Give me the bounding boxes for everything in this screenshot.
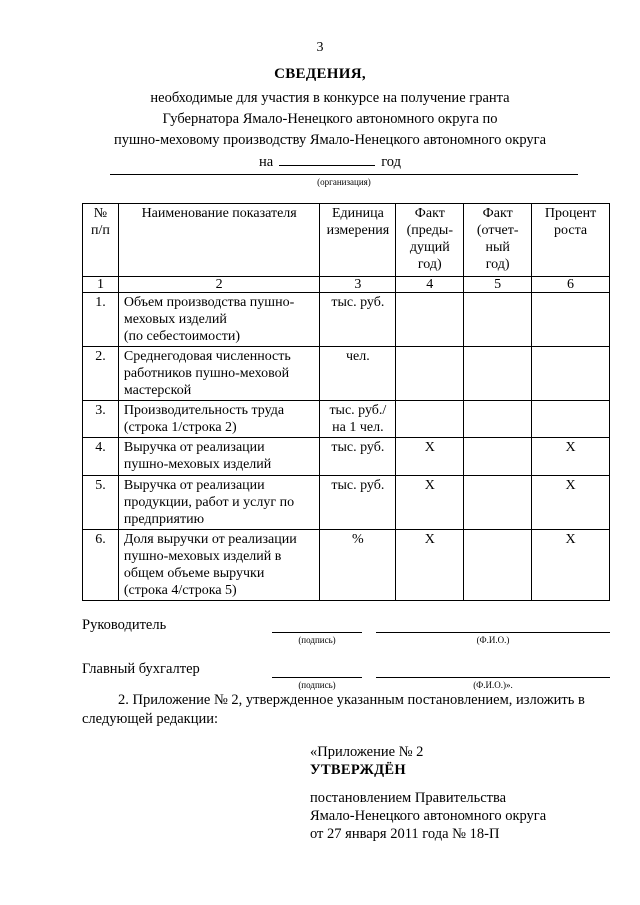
accountant-name-caption: (Ф.И.О.)».	[473, 680, 513, 690]
indicator-name-line: (строка 4/строка 5)	[123, 583, 237, 598]
fact-previous-year	[396, 401, 464, 438]
indicator-name	[118, 401, 320, 438]
row-number: 6.	[83, 530, 119, 601]
indicator-name	[118, 476, 320, 530]
table-row	[83, 530, 610, 601]
fact-previous-year	[396, 293, 464, 347]
accountant-name-line	[376, 677, 610, 678]
growth-percent: Х	[532, 476, 610, 530]
unit-line: тыс. руб.	[331, 295, 385, 310]
column-header-line: год)	[417, 257, 442, 272]
table-row	[83, 293, 610, 347]
head-signature-caption: (подпись)	[298, 635, 336, 645]
indicator-name	[118, 293, 320, 347]
growth-percent	[532, 347, 610, 401]
organization-line	[110, 174, 578, 175]
fact-previous-year: Х	[396, 530, 464, 601]
unit	[320, 347, 396, 401]
heading-line-3: пушно-меховому производству Ямало-Ненецкого автономного округа	[113, 132, 547, 148]
column-header-line: роста	[554, 223, 588, 238]
column-header	[532, 204, 610, 277]
column-header	[464, 204, 532, 277]
indicator-name	[118, 347, 320, 401]
column-header	[83, 204, 119, 277]
column-number: 4	[396, 277, 464, 293]
column-header-line: измерения	[326, 223, 390, 238]
column-number: 6	[532, 277, 610, 293]
heading-year-line	[80, 151, 580, 173]
paragraph-line-1: 2. Приложение № 2, утвержденное указанным постановлением, изложить в	[118, 692, 585, 708]
heading-line-1: необходимые для участия в конкурсе на получение гранта	[150, 90, 510, 106]
indicator-name-line: общем объеме выручки	[123, 566, 265, 581]
column-header	[396, 204, 464, 277]
indicator-name-line: Доля выручки от реализации	[123, 532, 297, 547]
column-header-line: (преды-	[406, 223, 453, 238]
accountant-signature-caption: (подпись)	[298, 680, 336, 690]
appendix-line-1: постановлением Правительства	[310, 790, 507, 806]
column-header	[118, 204, 320, 277]
unit	[320, 438, 396, 476]
table-row	[83, 401, 610, 438]
indicators-table	[82, 203, 610, 601]
column-number: 5	[464, 277, 532, 293]
heading-line-2: Губернатора Ямало-Ненецкого автономного округа по	[162, 111, 498, 127]
row-number: 1.	[83, 293, 119, 347]
fact-reporting-year	[464, 293, 532, 347]
appendix-line-2: Ямало-Ненецкого автономного округа	[310, 808, 547, 824]
unit-line: на 1 чел.	[332, 420, 384, 435]
unit	[320, 401, 396, 438]
accountant-signature-line	[272, 677, 362, 678]
indicator-name-line: работников пушно-меховой	[123, 366, 290, 381]
column-number: 3	[320, 277, 396, 293]
column-header-line: Факт	[414, 206, 445, 221]
unit-line: тыс. руб./	[329, 403, 387, 418]
fact-reporting-year	[464, 401, 532, 438]
unit-line: тыс. руб.	[331, 478, 385, 493]
column-header-line: п/п	[91, 223, 110, 238]
fact-reporting-year	[464, 347, 532, 401]
row-number: 2.	[83, 347, 119, 401]
table-row	[83, 476, 610, 530]
organization-label: (организация)	[317, 177, 371, 187]
table-row	[83, 347, 610, 401]
row-number: 4.	[83, 438, 119, 476]
fact-reporting-year	[464, 530, 532, 601]
appendix-approved: УТВЕРЖДЁН	[310, 762, 406, 778]
appendix-line-3: от 27 января 2011 года № 18-П	[310, 826, 500, 842]
column-header-line: дущий	[409, 240, 450, 255]
indicator-name-line: Среднегодовая численность	[123, 349, 291, 364]
fact-previous-year: Х	[396, 438, 464, 476]
indicator-name-line: Выручка от реализации	[123, 440, 265, 455]
indicator-name-line: Производительность труда	[123, 403, 285, 418]
year-blank-field	[279, 151, 375, 166]
growth-percent: Х	[532, 438, 610, 476]
document-title: СВЕДЕНИЯ,	[274, 66, 366, 82]
column-header-line: ный	[485, 240, 510, 255]
appendix-title: «Приложение № 2	[310, 744, 424, 760]
indicator-name-line: продукции, работ и услуг по	[123, 495, 295, 510]
indicator-name-line: Объем производства пушно-	[123, 295, 295, 310]
indicator-name-line: (по себестоимости)	[123, 329, 240, 344]
column-header-line: Единица	[331, 206, 384, 221]
paragraph-line-2: следующей редакции:	[82, 711, 219, 727]
unit-line: тыс. руб.	[331, 440, 385, 455]
head-name-line	[376, 632, 610, 633]
unit	[320, 476, 396, 530]
indicator-name	[118, 438, 320, 476]
indicator-name-line: пушно-меховых изделий в	[123, 549, 282, 564]
head-signature-line	[272, 632, 362, 633]
unit-line: %	[352, 532, 364, 547]
indicator-name-line: предприятию	[123, 512, 205, 527]
year-suffix: год	[381, 154, 401, 170]
indicator-name	[118, 530, 320, 601]
column-header	[320, 204, 396, 277]
column-number: 2	[118, 277, 320, 293]
unit-line: чел.	[346, 349, 370, 364]
growth-percent	[532, 293, 610, 347]
indicator-name-line: мастерской	[123, 383, 192, 398]
column-number-row	[83, 277, 610, 293]
growth-percent	[532, 401, 610, 438]
fact-previous-year: Х	[396, 476, 464, 530]
row-number: 5.	[83, 476, 119, 530]
head-label: Руководитель	[82, 617, 167, 633]
column-number: 1	[83, 277, 119, 293]
column-header-line: Процент	[544, 206, 597, 221]
fact-reporting-year	[464, 476, 532, 530]
column-header-line: (отчет-	[476, 223, 519, 238]
unit	[320, 293, 396, 347]
column-header-line: Наименование показателя	[141, 206, 297, 221]
page-number: 3	[316, 40, 324, 55]
row-number: 3.	[83, 401, 119, 438]
table-row	[83, 438, 610, 476]
indicator-name-line: (строка 1/строка 2)	[123, 420, 237, 435]
column-header-line: год)	[485, 257, 510, 272]
year-prefix: на	[259, 154, 274, 170]
indicator-name-line: Выручка от реализации	[123, 478, 265, 493]
indicator-name-line: пушно-меховых изделий	[123, 457, 272, 472]
head-name-caption: (Ф.И.О.)	[476, 635, 510, 645]
indicator-name-line: меховых изделий	[123, 312, 227, 327]
growth-percent: Х	[532, 530, 610, 601]
fact-reporting-year	[464, 438, 532, 476]
fact-previous-year	[396, 347, 464, 401]
unit	[320, 530, 396, 601]
column-header-line: №	[93, 206, 108, 221]
accountant-label: Главный бухгалтер	[82, 661, 200, 677]
table-header-row	[83, 204, 610, 277]
column-header-line: Факт	[482, 206, 513, 221]
